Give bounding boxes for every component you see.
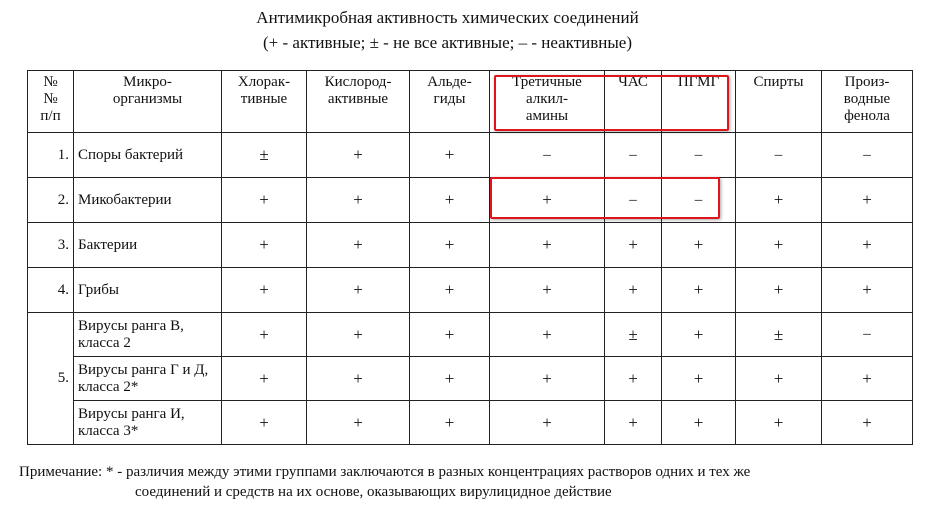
activity-cell: + (222, 313, 307, 357)
activity-cell: + (307, 133, 410, 178)
table-row (28, 357, 913, 401)
activity-table (27, 70, 913, 445)
activity-cell: + (662, 401, 736, 445)
activity-cell: + (822, 178, 913, 223)
organism-name: Микобактерии (74, 178, 222, 223)
header-aldehydes: Альде- гиды (410, 71, 490, 133)
activity-cell: + (222, 401, 307, 445)
header-qac: ЧАС (605, 71, 662, 133)
document-title (0, 5, 895, 55)
activity-cell: + (662, 313, 736, 357)
activity-cell: + (410, 133, 490, 178)
activity-cell: – (662, 178, 736, 223)
activity-cell: – (662, 133, 736, 178)
activity-cell: + (307, 178, 410, 223)
activity-cell: + (410, 357, 490, 401)
activity-cell: + (822, 357, 913, 401)
activity-cell: + (822, 268, 913, 313)
header-alcohols: Спирты (736, 71, 822, 133)
header-phenol: Произ- водные фенола (822, 71, 913, 133)
organism-name: Споры бактерий (74, 133, 222, 178)
activity-cell: + (222, 223, 307, 268)
activity-cell: + (605, 357, 662, 401)
activity-cell: + (822, 401, 913, 445)
row-number: 3. (28, 223, 74, 268)
activity-cell: + (222, 357, 307, 401)
row-number: 2. (28, 178, 74, 223)
activity-cell: + (736, 268, 822, 313)
activity-cell: + (605, 401, 662, 445)
activity-cell: – (822, 313, 913, 357)
activity-cell: + (662, 223, 736, 268)
header-row (28, 71, 913, 133)
activity-cell: ± (736, 313, 822, 357)
activity-cell: + (736, 178, 822, 223)
activity-cell: + (490, 223, 605, 268)
activity-cell: + (307, 357, 410, 401)
activity-cell: + (410, 178, 490, 223)
activity-cell: + (662, 357, 736, 401)
activity-cell: – (736, 133, 822, 178)
footnote-prefix: Примечание: (19, 464, 106, 480)
row-number: 4. (28, 268, 74, 313)
activity-cell: ± (605, 313, 662, 357)
table-row (28, 178, 913, 223)
header-pgmg: ПГМГ (662, 71, 736, 133)
table-row (28, 401, 913, 445)
footnote (19, 462, 919, 502)
activity-cell: – (822, 133, 913, 178)
activity-cell: + (736, 223, 822, 268)
footnote-line-1: * - различия между этими группами заключаются в разных концентрациях растворов одних и тех же (105, 464, 751, 480)
activity-cell: + (736, 401, 822, 445)
activity-cell: + (410, 313, 490, 357)
organism-name: Грибы (74, 268, 222, 313)
activity-cell: ± (222, 133, 307, 178)
header-num: № № п/п (28, 71, 74, 133)
table-row (28, 313, 913, 357)
organism-name: Вирусы ранга В, класса 2 (74, 313, 222, 357)
table-row (28, 223, 913, 268)
activity-cell: – (490, 133, 605, 178)
header-amines: Третичные алкил- амины (490, 71, 605, 133)
header-oxygen: Кислород- активные (307, 71, 410, 133)
activity-cell: + (490, 268, 605, 313)
header-organisms: Микро- организмы (74, 71, 222, 133)
activity-cell: + (222, 268, 307, 313)
organism-name: Вирусы ранга И, класса 3* (74, 401, 222, 445)
activity-cell: + (307, 401, 410, 445)
row-number: 1. (28, 133, 74, 178)
activity-cell: + (736, 357, 822, 401)
activity-cell: + (410, 268, 490, 313)
title-line-2: (+ - активные; ± - не все активные; – - неактивные) (263, 33, 632, 52)
header-chlorine: Хлорак- тивные (222, 71, 307, 133)
activity-cell: + (662, 268, 736, 313)
footnote-line-2: соединений и средств на их основе, оказывающих вирулицидное действие (135, 484, 612, 500)
organism-name: Бактерии (74, 223, 222, 268)
activity-cell: + (410, 401, 490, 445)
activity-cell: + (307, 268, 410, 313)
activity-cell: – (605, 178, 662, 223)
activity-cell: + (605, 223, 662, 268)
row-number: 5. (28, 313, 74, 445)
activity-cell: + (490, 313, 605, 357)
activity-cell: + (490, 357, 605, 401)
activity-cell: + (822, 223, 913, 268)
organism-name: Вирусы ранга Г и Д, класса 2* (74, 357, 222, 401)
activity-cell: + (490, 401, 605, 445)
table-row (28, 133, 913, 178)
activity-cell: + (410, 223, 490, 268)
activity-cell: + (307, 313, 410, 357)
activity-cell: – (605, 133, 662, 178)
activity-cell: + (307, 223, 410, 268)
activity-cell: + (490, 178, 605, 223)
table-row (28, 268, 913, 313)
activity-cell: + (222, 178, 307, 223)
title-line-1: Антимикробная активность химических соединений (256, 8, 639, 27)
activity-cell: + (605, 268, 662, 313)
